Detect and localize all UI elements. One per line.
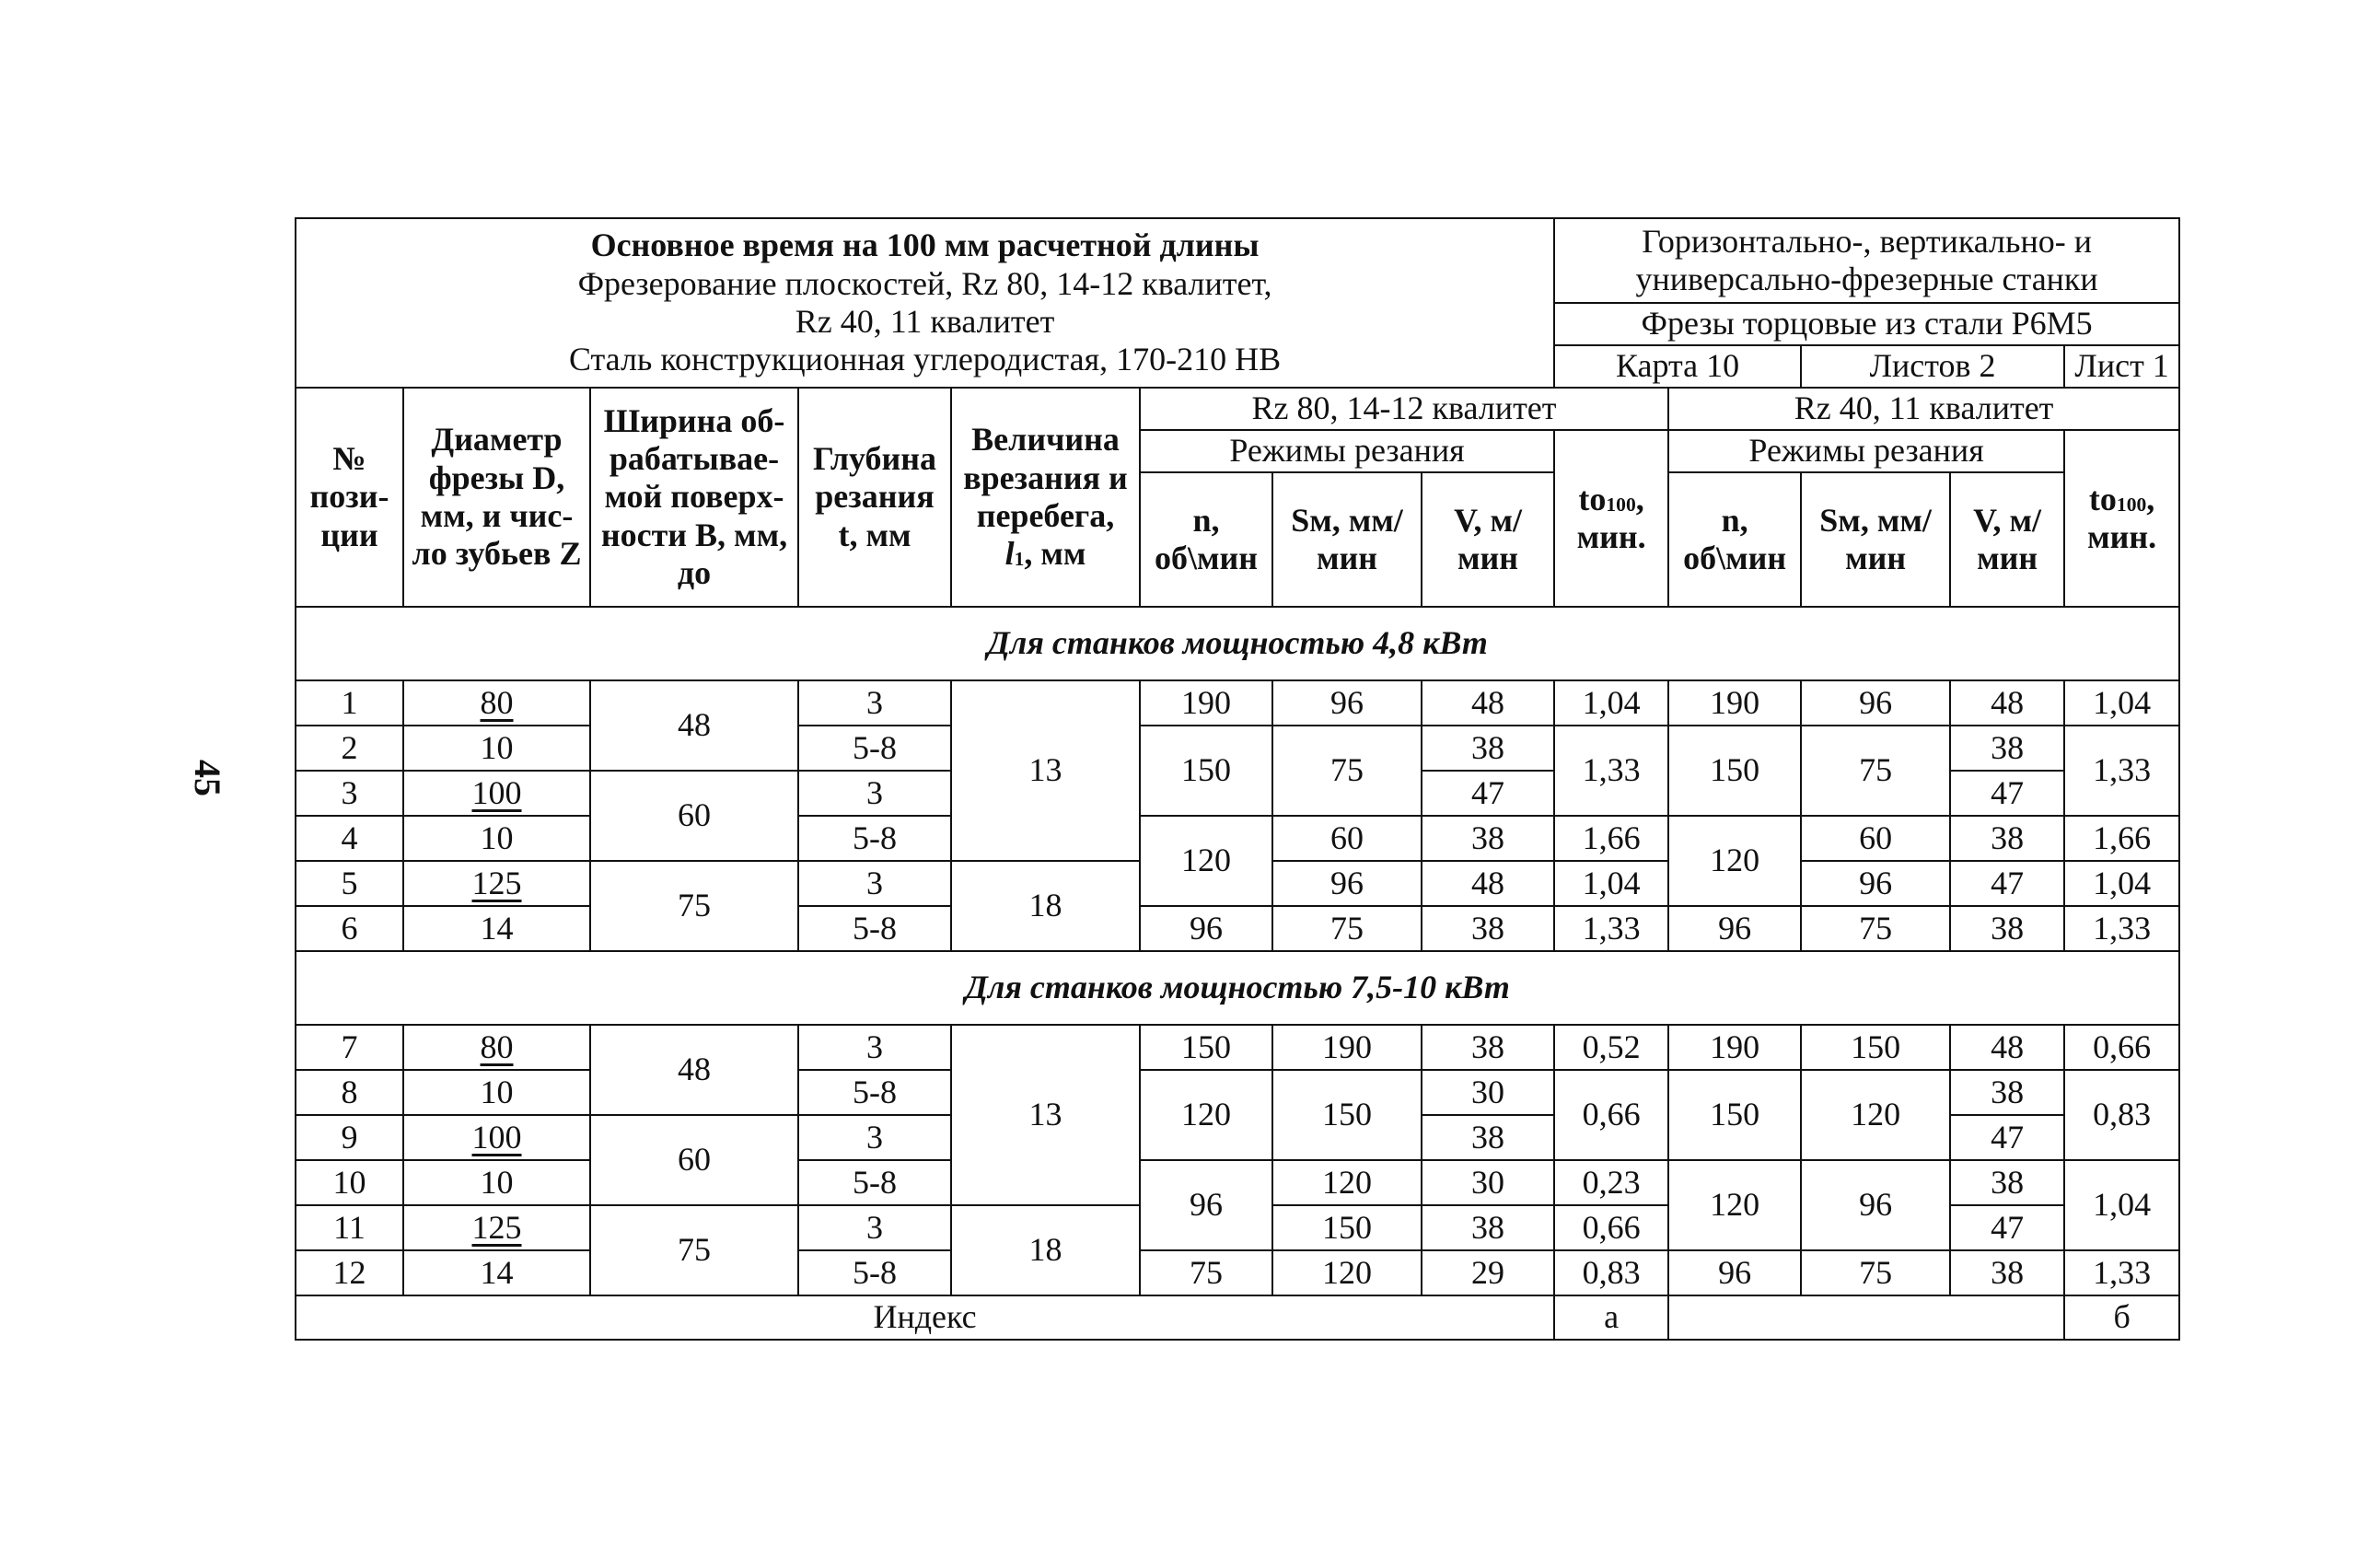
col-v-rz40: V, м/мин [1950, 472, 2064, 607]
table-row: 10 10 5-8 96 120 30 0,23 120 96 38 1,04 [296, 1160, 2179, 1205]
index-label: Индекс [296, 1295, 1554, 1340]
col-sm-rz80: Sм, мм/мин [1272, 472, 1422, 607]
table-row: 3 100 60 3 47 47 [296, 771, 2179, 816]
card-number: Карта 10 [1554, 345, 1801, 388]
index-a: а [1554, 1295, 1668, 1340]
table-row: 8 10 5-8 120 150 30 0,66 150 120 38 0,83 [296, 1070, 2179, 1115]
table-row: 1 80 48 3 13 190 96 48 1,04 190 96 48 1,04 [296, 680, 2179, 726]
time-norms-table [295, 217, 2180, 1341]
title-main: Основное время на 100 мм расчетной длины [590, 226, 1260, 264]
index-b: б [2064, 1295, 2179, 1340]
title-line-2: Фрезерование плоскостей, Rz 80, 14-12 квалитет, [577, 264, 1272, 302]
modes-rz80: Режимы резания [1140, 430, 1554, 472]
group-rz40: Rz 40, 11 квалитет [1668, 388, 2179, 430]
table-row: 2 10 5-8 150 75 38 1,33 150 75 38 1,33 [296, 726, 2179, 771]
modes-rz40: Режимы резания [1668, 430, 2064, 472]
index-empty [1668, 1295, 2064, 1340]
table-row: 11 125 75 3 18 150 38 0,66 47 [296, 1205, 2179, 1250]
col-diameter: Диаметр фрезы D, мм, и чис-ло зубьев Z [403, 388, 590, 607]
machines-type: Горизонтально-, вертикально- и универсально-фрезерные станки [1554, 218, 2179, 303]
col-to-rz40: to100, мин. [2064, 430, 2179, 607]
col-position: № пози-ции [296, 388, 403, 607]
col-depth: Глубина резания t, мм [798, 388, 951, 607]
table-row: 9 100 60 3 38 47 [296, 1115, 2179, 1160]
section-heading-1: Для станков мощностью 4,8 кВт [296, 607, 2179, 680]
col-width: Ширина об-рабатывае-мой поверх-ности В, мм, до [590, 388, 798, 607]
section-heading-2: Для станков мощностью 7,5-10 кВт [296, 951, 2179, 1025]
table-row: 5 125 75 3 18 96 48 1,04 96 47 1,04 [296, 861, 2179, 906]
page-number: 45 [187, 760, 228, 796]
table-title [296, 218, 1554, 388]
col-n-rz80: n, об\мин [1140, 472, 1272, 607]
cutter-type: Фрезы торцовые из стали Р6М5 [1554, 303, 2179, 345]
sheet-number: Лист 1 [2064, 345, 2179, 388]
col-n-rz40: n, об\мин [1668, 472, 1801, 607]
table-row: 12 14 5-8 75 120 29 0,83 96 75 38 1,33 [296, 1250, 2179, 1295]
title-line-4: Сталь конструкционная углеродистая, 170-210 НВ [568, 341, 1282, 378]
col-to-rz80: to100, мин. [1554, 430, 1668, 607]
table-row: 7 80 48 3 13 150 190 38 0,52 190 150 48 0,66 [296, 1025, 2179, 1070]
group-rz80: Rz 80, 14-12 квалитет [1140, 388, 1668, 430]
col-sm-rz40: Sм, мм/мин [1801, 472, 1950, 607]
table-row: 6 14 5-8 96 75 38 1,33 96 75 38 1,33 [296, 906, 2179, 951]
table-row: 4 10 5-8 120 60 38 1,66 120 60 38 1,66 [296, 816, 2179, 861]
col-overrun: Величина врезания и перебега, l1, мм [951, 388, 1140, 607]
sheets-count: Листов 2 [1801, 345, 2064, 388]
title-line-3: Rz 40, 11 квалитет [795, 303, 1055, 340]
col-v-rz80: V, м/мин [1422, 472, 1554, 607]
